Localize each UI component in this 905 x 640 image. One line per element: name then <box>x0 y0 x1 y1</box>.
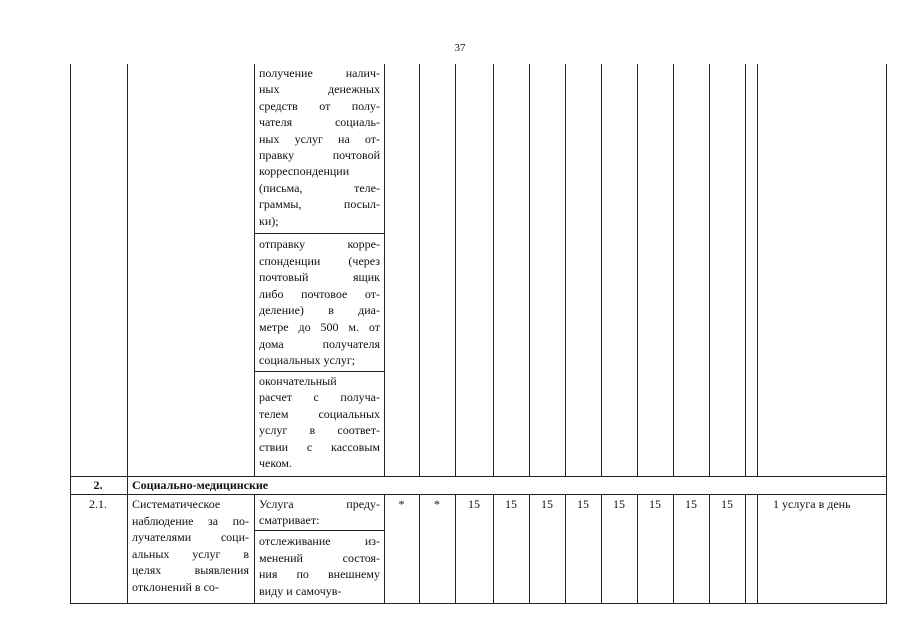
service-text-line: получение налич- <box>259 66 380 80</box>
service-name-line: отклонений в со- <box>132 580 219 594</box>
service-text-line: расчет с получа- <box>259 390 380 405</box>
service-text-line: корреспонденции <box>259 164 350 179</box>
table-column-border <box>745 494 746 603</box>
table-column-border <box>745 64 746 476</box>
table-row-border <box>254 371 385 372</box>
service-text-line: (письма, теле- <box>259 180 380 195</box>
table-column-border <box>419 64 420 476</box>
service-text-line: дома получателя <box>259 336 380 351</box>
service-text-line: ных денежных <box>259 82 380 97</box>
row-value-cell: 15 <box>721 497 733 511</box>
service-name-line: Систематическое <box>132 497 221 511</box>
table-column-border <box>886 64 887 603</box>
row-value-cell: * <box>398 497 405 511</box>
service-text-line: отслеживание из- <box>259 534 380 548</box>
service-text-line: деление) в диа- <box>259 303 380 318</box>
row-number: 2.1. <box>89 497 107 511</box>
service-text-line: ки); <box>259 213 279 228</box>
row-value-cell: 15 <box>505 497 517 511</box>
table-row-border <box>254 233 385 234</box>
service-text-line: телем социальных <box>259 406 380 421</box>
table-column-border <box>70 64 71 603</box>
table-column-border <box>601 64 602 476</box>
table-column-border <box>254 64 255 476</box>
service-text-line: граммы, посыл- <box>259 197 380 212</box>
row-value-cell: 15 <box>468 497 480 511</box>
service-text-line: ния по внешнему <box>259 567 380 582</box>
service-text-line: услуг в соответ- <box>259 423 380 438</box>
service-text-line: средств от полу- <box>259 98 380 113</box>
service-text-line: чеком. <box>259 456 292 470</box>
service-text-line: спонденции (через <box>259 253 380 268</box>
table-column-border <box>637 64 638 476</box>
table-column-border <box>455 64 456 476</box>
table-column-border <box>529 64 530 476</box>
service-name-line: альных услуг в <box>132 546 249 561</box>
service-text-line: менений состоя- <box>259 550 380 565</box>
table-row-border <box>70 603 887 604</box>
table-row-border <box>70 476 887 477</box>
row-value-cell: 15 <box>541 497 553 511</box>
service-text-line: отправку корре- <box>259 237 380 251</box>
table-row-border <box>70 494 887 495</box>
table-column-border <box>127 64 128 603</box>
service-text-line: ствии с кассовым <box>259 439 380 454</box>
table-column-border <box>565 64 566 476</box>
table-column-border <box>384 64 385 476</box>
service-text-line: Услуга преду- <box>259 497 380 511</box>
row-value-cell: 15 <box>613 497 625 511</box>
service-text-line: ных услуг на от- <box>259 131 380 146</box>
table-column-border <box>673 64 674 476</box>
service-text-line: метре до 500 м. от <box>259 320 380 334</box>
service-text-line: виду и самочув- <box>259 583 342 598</box>
service-text-line: чателя социаль- <box>259 115 380 130</box>
page-number: 37 <box>454 42 466 54</box>
service-text-line: почтовый ящик <box>259 270 380 285</box>
row-value-cell: 15 <box>685 497 697 511</box>
table-column-border <box>757 494 758 603</box>
row-value-cell: * <box>434 497 440 511</box>
row-value-cell: 15 <box>577 497 589 511</box>
row-frequency: 1 услуга в день <box>773 497 851 511</box>
service-text-line: сматривает: <box>259 513 320 527</box>
service-name-line: наблюдение за по- <box>132 513 249 528</box>
service-text-line: социальных услуг; <box>259 353 356 368</box>
service-name-line: лучателями соци- <box>132 530 249 545</box>
table-row-border <box>254 530 385 531</box>
service-text-line: либо почтовое от- <box>259 286 380 301</box>
service-text-line: окончательный <box>259 374 337 388</box>
table-column-border <box>254 494 255 603</box>
section-number: 2. <box>93 478 103 492</box>
section-title: Социально-медицинские <box>132 478 269 492</box>
row-value-cell: 15 <box>649 497 661 511</box>
table-column-border <box>757 64 758 476</box>
table-column-border <box>493 64 494 476</box>
service-name-line: целях выявления <box>132 563 249 578</box>
table-column-border <box>709 64 710 476</box>
service-text-line: правку почтовой <box>259 148 380 162</box>
